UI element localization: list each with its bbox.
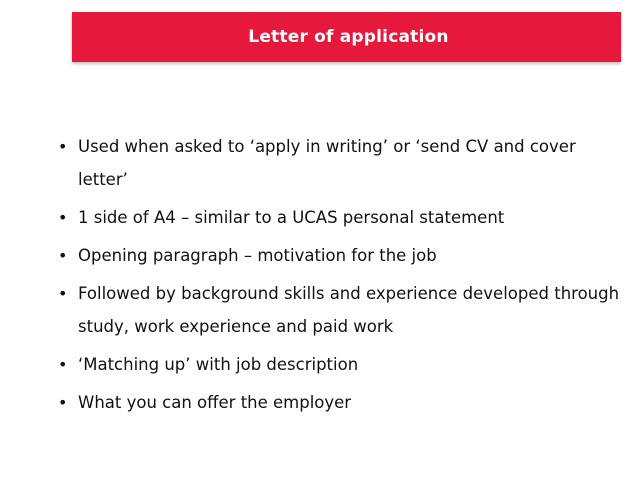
bullet-text: Followed by background skills and experience developed through study, work experience and paid work: [78, 284, 620, 336]
bullet-text: Used when asked to ‘apply in writing’ or ‘send CV and cover letter’: [78, 137, 576, 189]
bullet-item: [30, 386, 630, 419]
bullet-text: What you can offer the employer: [78, 393, 352, 412]
bullet-item: [30, 239, 630, 272]
bullet-item: [30, 348, 630, 381]
bullet-item: [30, 130, 630, 196]
bullet-icon: •: [58, 208, 68, 227]
bullet-icon: •: [58, 246, 68, 265]
slide-title: Letter of application: [248, 27, 449, 47]
bullet-icon: •: [58, 393, 68, 412]
title-banner: [72, 12, 621, 62]
bullet-item: [30, 277, 630, 343]
bullet-text: 1 side of A4 – similar to a UCAS personal statement: [78, 208, 505, 227]
bullet-icon: •: [58, 355, 68, 374]
bullet-text: Opening paragraph – motivation for the job: [78, 246, 437, 265]
bullet-icon: •: [58, 284, 68, 303]
bullet-item: [30, 201, 630, 234]
bullet-list: [30, 130, 630, 424]
bullet-text: ‘Matching up’ with job description: [78, 355, 359, 374]
bullet-icon: •: [58, 137, 68, 156]
